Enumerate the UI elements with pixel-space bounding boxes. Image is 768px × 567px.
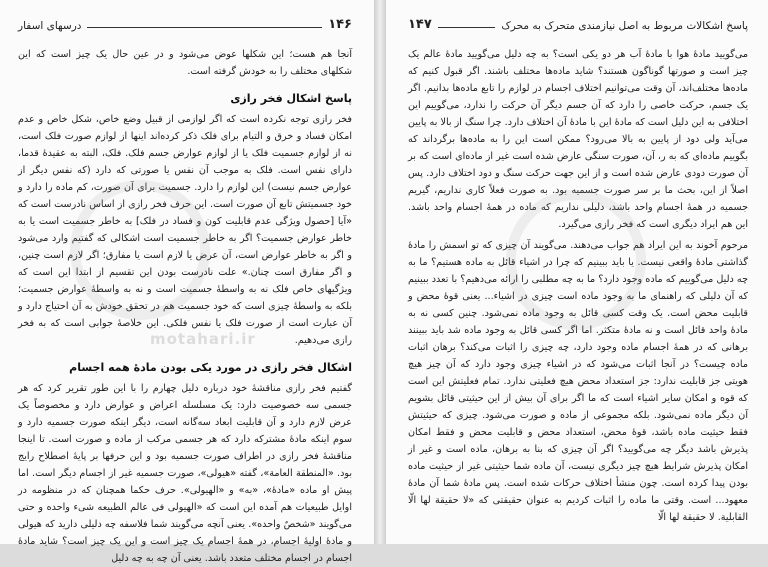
section-heading: اشکال فخر رازی در مورد یکی بودن مادهٔ همه اجسام [69,361,352,374]
book-gutter [374,0,386,544]
page-body [408,46,748,526]
page-body [18,46,352,567]
paragraph: آنجا هم هست؛ این شکلها عوض می‌شود و در عین حال یک چیز است که این شکلهای مختلف را به خودش گرفته است. [18,49,352,77]
page-number: ۱۴۷ [408,17,432,32]
right-page [386,0,768,544]
page-header [408,14,748,32]
section-heading: پاسخ اشکال فخر رازی [230,92,352,105]
watermark-text: motahari.ir [150,330,256,348]
page-header [18,14,352,32]
left-page [0,0,374,564]
paragraph: می‌گویید مادهٔ هوا با مادهٔ آب هر دو یکی است؟ به چه دلیل می‌گویید مادهٔ عالم یک چیز است و صورتها گوناگون هستند؟ شاید ماده‌ها مختلف باشند. اگر قبول کنیم که ماده‌ها مختلف‌اند، آن وقت می‌توانیم اختلاف اجسام در لوازم را تابع ماده‌ها بدانیم. اگر یک جسم، حرکت خاصی را دارد که آن جسم دیگر آن حرکت را ندارد، می‌گوییم این اختلافی به این دلیل است که مادهٔ این با مادهٔ آن اختلاف دارد. چرا سنگ از بالا به پایین می‌آید ولی دود از پایین به بالا می‌رود؟ ممکن است این را به ماده‌ها برگرداند که بگوییم ماده‌ای که به ر، آن، صورت سنگی عارض شده است غیر از ماده‌ای است که بر آن صورت دودی عارض شده است و از این جهت حرکت سنگ و دود اختلاف دارد. پس اصلاً از این، بحث ما بر سر صورت جسمیه بود. به صورت فعلاً کاری نداریم، گیریم جسمیه در همهٔ اجسام واحد باشد، دلیلی نداریم که ماده در همهٔ اجسام واحد باشد. این هم ایراد دیگری است که فخر رازی می‌گیرد. [408,49,748,230]
page-number: ۱۴۶ [328,17,352,32]
header-rule [87,27,322,28]
paragraph: مرحوم آخوند به این ایراد هم جواب می‌دهند. می‌گویند آن چیزی که تو اسمش را مادهٔ گذاشتی مادهٔ واقعی نیست. یا باید ببینیم که چرا در اشیاء قائل به ماده هستیم؟ ما به چه دلیل می‌گوییم که ماده وجود دارد؟ ما به چه مطلبی را ارائه می‌دهیم؟ با تعدد ببینیم که آن دلیلی که راهنمای ما به وجود ماده است چیزی در اشیاء... یعنی قوهٔ محض و قابلیت محض است. یک وقت کسی قائل به وجود ماده نمی‌شود. چنین کسی نه به مادهٔ واحد قائل است و نه مادهٔ متکثر. اما اگر کسی قائل به وجود ماده شد باید ببینند برهانی که در همهٔ اجسام ماده وجود دارد، چه چیزی را اثبات می‌کند؟ برهان اثبات ماده چیست؟ در آنجا اثبات می‌شود که در اشیاء چیزی وجود دارد که آن چیز هیچ هویتی جز قابلیت ندارد: جز استعداد محض هیچ فعلیتی ندارد. تمام فعلیتش این است که قوه و امکان سایر اشیاء است که ما اگر برای آن بیش از این حیثیتی قائل بشویم آن دیگر ماده نمی‌شود. بلکه مجموعی از ماده و صورت می‌شود. چیزی که حیثیتش فقط حیثیت ماده باشد، قوهٔ محض، استعداد محض و قابلیت محض و فقط امکان پذیرش باشد دیگر چه می‌گویید؟ اگر آن چیزی که بنا به برهان، ماده است و غیر از امکان پذیرش شرایط هیچ چیز دیگری نیست، آن ماده شما حیثیتی غیر از حیثیت ماده بودن پیدا کرده است. چون منشأ اختلاف حرکات شده است. پس مادهٔ شما آن مادهٔ معهود... است. وقتی ما ماده را اثبات کردیم به عنوان حقیقتی که «لا حقیقة لها الّا القابلیة. لا حقیقة لها الّا [408,240,748,523]
paragraph: گفتیم فخر رازی مناقشهٔ خود درباره دلیل چهارم را با این طور تقریر کرد که هر جسمی سه خصوصیت دارد: یک مسلسله اعراض و عوارض دارد و مخصوصاً یک عرض لازم دارد و آن قابلیت ابعاد سه‌گانه است، دیگر اینکه صورت جسمیه دارد و سوم اینکه مادهٔ مشترکه دارد که هر جسمی مرکب از ماده و صورت است. تا اینجا مناقشهٔ فخر رازی در اطراف صورت جسمیه بود و این حرفها بر پایهٔ اصطلاح رایج بود. «المنطقة العامة»، گفته «هیولی»، صورت جسمیه غیر از اجسام دیگر است. اما پیش او ماده «مادهٔ»، «به» و «الهیولی». حرف حکما همچنان که در منظومه در اوایل طبیعیات هم آمده این است که «الهیولی فی عالم الطبیعه شیء واحده و حتی می‌گویند «شخصٌ واحده». یعنی آنچه می‌گویند شما فلاسفه چه دلیلی دارید که هیولی و مادهٔ اولیهٔ اجسام، در همهٔ اجسام یک چیز است و این یک چیز است؟ شاید مادهٔ اجسام در اجسام مختلف متعدد باشد. یعنی آن چه به چه دلیل [18,383,352,564]
running-title: درسهای اسفار [18,20,82,32]
paragraph: فخر رازی توجه نکرده است که اگر لوازمی از قبیل وضع خاص، شکل خاص و عدم امکان فساد و خرق و التیام برای فلک ذکر کرده‌اند اینها از لوازم صورت فلک است، نه از لوازم جسمیت فلک یا از لوازم عوارض جسم فلک. فلک، البته به عقیدهٔ قدما، دارای نفس است. فلک به موجب آن نفس یا صورتی که دارد (که نفس دیگر از عوارض جسم نیست) این لوازم را دارد. جسمیت برای آن صورت، کم ماده را دارد و خود جسمیتش تابع آن صورت است. این حرف فخر رازی از اساس نادرست است که «آیا [حصول ویژگی عدم قابلیت کون و فساد در فلک] به خاطر جسمیت است یا به خاطر عوارض جسمیت؟ اگر به خاطر جسمیت است اشکالی که گفتیم وارد می‌شود و اگر به خاطر عوارض است، آن عرض یا لازم است یا مفارق؛ اگر لازم است چنین، و اگر مفارق است چنان.» علت نادرست بودن این تقسیم از ابتدا این است که ویژگیهای خاص فلک نه به واسطهٔ جسمیت است و نه به واسطهٔ عوارض جسمیت؛ بلکه به واسطهٔ چیزی است که خود جسمیت هم در تحقق خودش به آن احتیاج دارد و آن عبارت است از صورت فلک یا نفس فلکی. این خلاصهٔ جوابی است که به فخر رازی می‌دهیم. [18,114,352,346]
header-rule [438,27,496,28]
running-title: پاسخ اشکالات مربوط به اصل نیازمندی متحرک به محرک [501,20,748,32]
